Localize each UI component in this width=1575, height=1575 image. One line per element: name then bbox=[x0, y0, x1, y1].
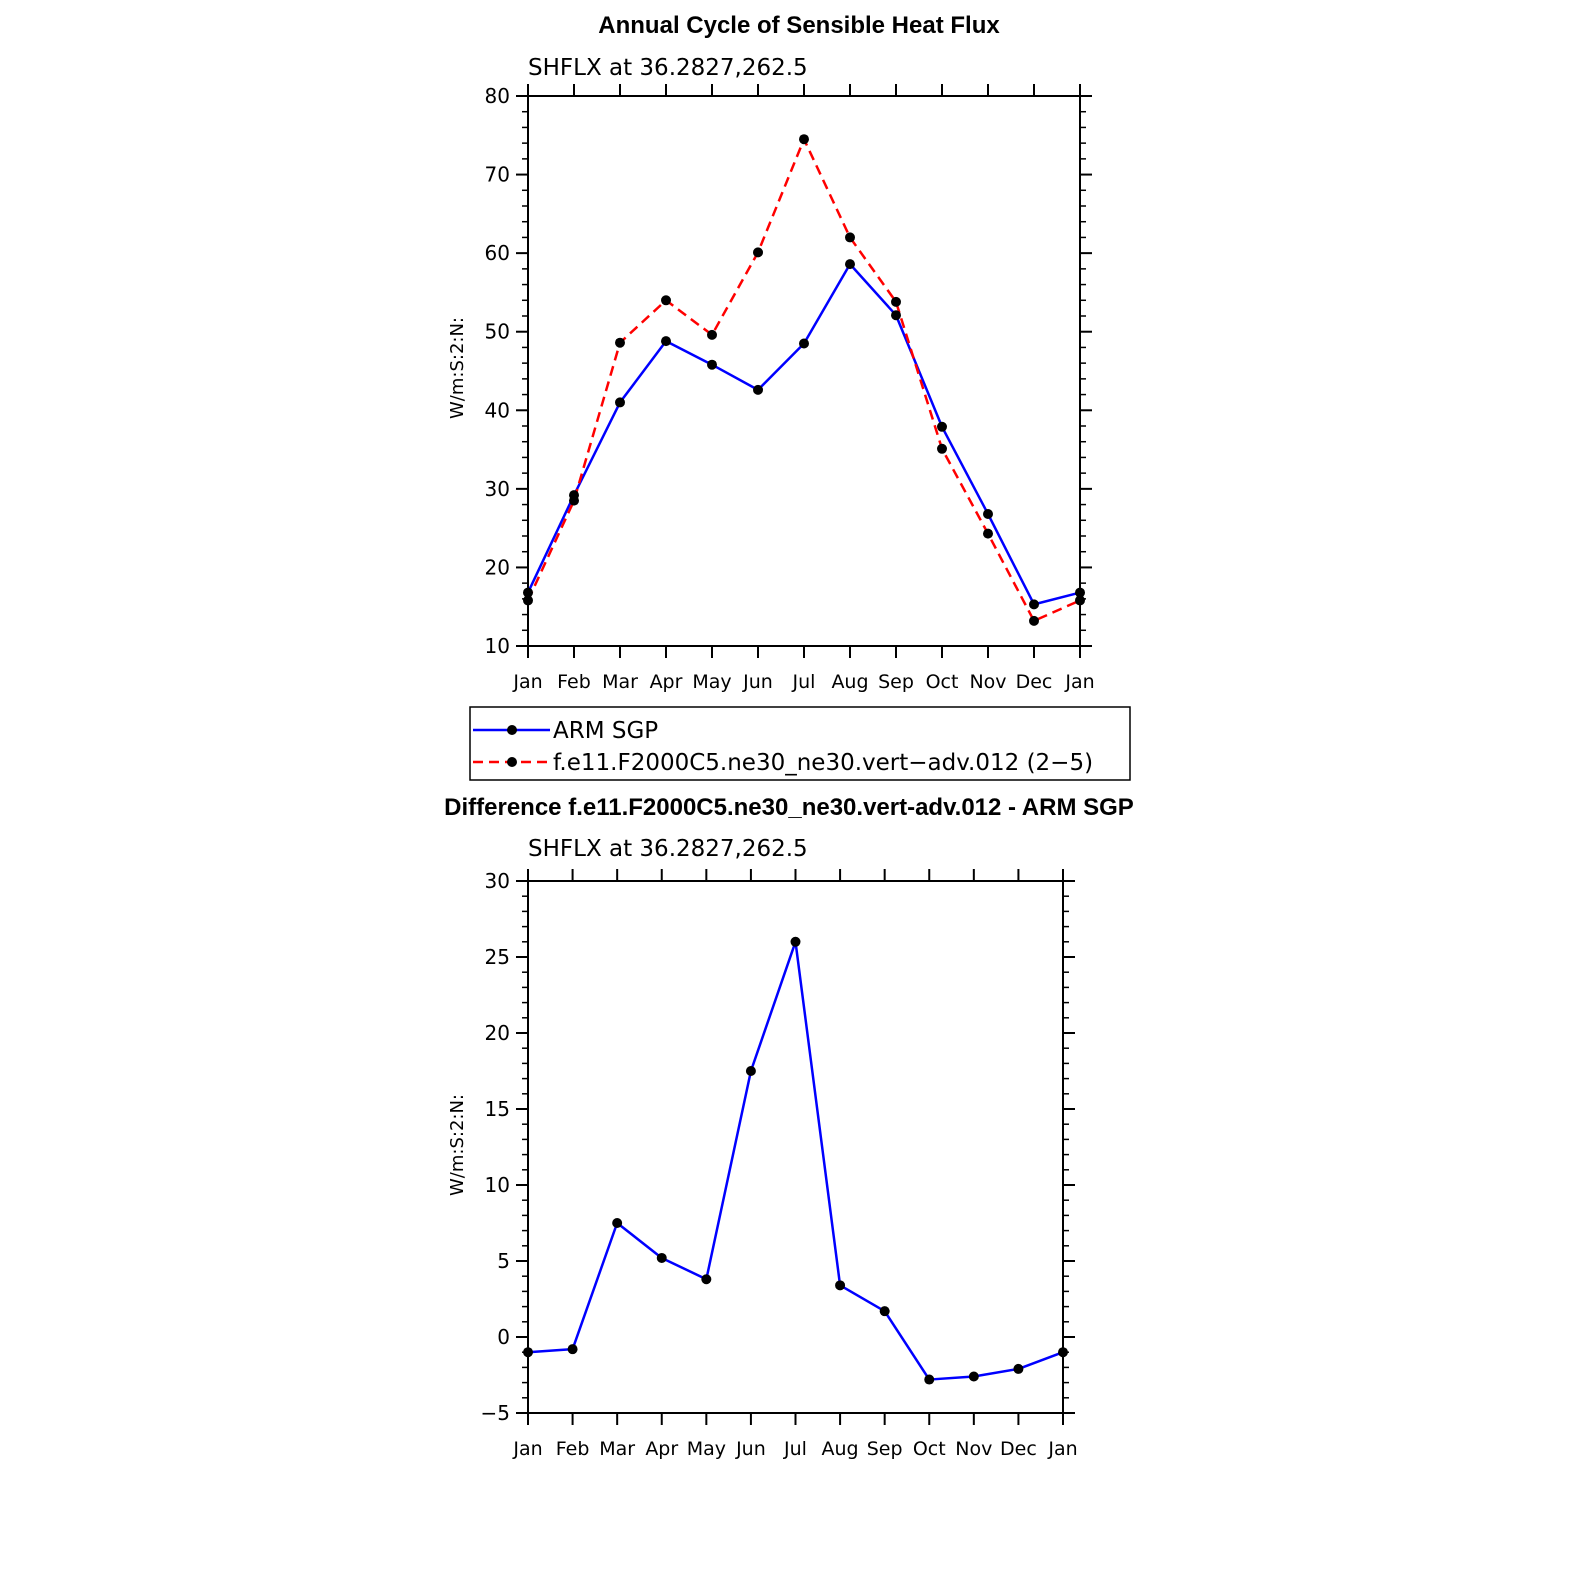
bottom-plot-area bbox=[481, 869, 1078, 1460]
x-tick-label-jun: Jun bbox=[743, 671, 773, 693]
data-point-arm-sgp-9 bbox=[937, 422, 947, 432]
y-tick-label: 5 bbox=[497, 1249, 510, 1273]
x-tick-label-may: May bbox=[686, 1438, 726, 1460]
data-point-difference-3 bbox=[657, 1253, 667, 1263]
data-point-arm-sgp-4 bbox=[707, 360, 717, 370]
series-line-arm-sgp bbox=[528, 264, 1080, 604]
y-tick-label: 60 bbox=[484, 241, 510, 266]
y-tick-label: 70 bbox=[484, 162, 510, 187]
y-tick-label: 30 bbox=[484, 476, 510, 501]
top-plot-area bbox=[485, 84, 1095, 693]
x-tick-label-feb: Feb bbox=[555, 1438, 590, 1460]
data-point-difference-10 bbox=[969, 1372, 979, 1382]
bottom-chart bbox=[444, 794, 1134, 1460]
data-point-f-e11-f2000c-11 bbox=[1029, 616, 1039, 626]
x-tick-label-nov: Nov bbox=[969, 671, 1007, 693]
y-tick-label: 80 bbox=[484, 84, 510, 108]
x-tick-label-feb: Feb bbox=[557, 671, 591, 693]
top-chart-subtitle: SHFLX at 36.2827,262.5 bbox=[528, 55, 808, 81]
data-point-f-e11-f2000c-9 bbox=[937, 444, 947, 454]
x-tick-label-jan: Jan bbox=[1065, 671, 1095, 693]
y-tick-label: 25 bbox=[484, 945, 510, 969]
data-point-f-e11-f2000c-6 bbox=[799, 134, 809, 144]
legend-marker-model bbox=[507, 757, 517, 767]
data-point-f-e11-f2000c-5 bbox=[753, 247, 763, 257]
data-point-f-e11-f2000c-7 bbox=[845, 232, 855, 242]
x-tick-label-aug: Aug bbox=[831, 671, 869, 693]
top-chart-title: Annual Cycle of Sensible Heat Flux bbox=[598, 12, 1000, 39]
x-tick-label-aug: Aug bbox=[821, 1438, 859, 1460]
data-point-arm-sgp-3 bbox=[661, 336, 671, 346]
x-tick-label-may: May bbox=[692, 671, 732, 693]
top-chart bbox=[447, 12, 1130, 780]
y-tick-label: 10 bbox=[484, 1173, 510, 1197]
data-point-f-e11-f2000c-12 bbox=[1075, 595, 1085, 605]
bottom-chart-subtitle: SHFLX at 36.2827,262.5 bbox=[528, 836, 808, 862]
x-tick-label-apr: Apr bbox=[649, 671, 683, 693]
data-point-arm-sgp-7 bbox=[845, 259, 855, 269]
data-point-arm-sgp-5 bbox=[753, 385, 763, 395]
data-point-difference-7 bbox=[835, 1280, 845, 1290]
data-point-arm-sgp-6 bbox=[799, 339, 809, 349]
x-tick-label-jul: Jul bbox=[792, 671, 816, 693]
x-tick-label-oct: Oct bbox=[912, 1438, 946, 1460]
data-point-difference-0 bbox=[523, 1347, 533, 1357]
data-point-difference-8 bbox=[880, 1306, 890, 1316]
series-line-f-e11-f2000c5-ne30-n bbox=[528, 139, 1080, 621]
y-tick-label: 40 bbox=[484, 398, 510, 423]
data-point-f-e11-f2000c-3 bbox=[661, 295, 671, 305]
x-tick-label-jan: Jan bbox=[1048, 1438, 1078, 1460]
data-point-arm-sgp-11 bbox=[1029, 599, 1039, 609]
data-point-difference-5 bbox=[746, 1066, 756, 1076]
y-tick-label: −5 bbox=[480, 1401, 510, 1425]
top-chart-y-axis-label: W/m:S:2:N: bbox=[447, 317, 468, 419]
y-tick-label: 20 bbox=[484, 1021, 510, 1045]
x-tick-label-jan: Jan bbox=[513, 1438, 543, 1460]
legend-marker-arm-sgp bbox=[507, 725, 517, 735]
legend-label-arm-sgp: ARM SGP bbox=[553, 718, 659, 744]
data-point-difference-1 bbox=[568, 1344, 578, 1354]
x-tick-label-oct: Oct bbox=[925, 671, 959, 693]
data-point-difference-6 bbox=[791, 937, 801, 947]
x-tick-label-nov: Nov bbox=[955, 1438, 993, 1460]
data-point-f-e11-f2000c-10 bbox=[983, 529, 993, 539]
x-tick-label-jul: Jul bbox=[784, 1438, 807, 1460]
y-tick-label: 50 bbox=[484, 319, 510, 344]
y-tick-label: 30 bbox=[484, 869, 510, 893]
x-tick-label-dec: Dec bbox=[1015, 671, 1053, 693]
y-tick-label: 0 bbox=[497, 1325, 510, 1349]
data-point-f-e11-f2000c-2 bbox=[615, 338, 625, 348]
y-tick-label: 20 bbox=[484, 555, 510, 580]
legend-entry-model bbox=[473, 750, 1093, 776]
data-point-f-e11-f2000c-0 bbox=[523, 595, 533, 605]
data-point-arm-sgp-10 bbox=[983, 509, 993, 519]
x-tick-label-sep: Sep bbox=[878, 671, 914, 693]
data-point-f-e11-f2000c-1 bbox=[569, 496, 579, 506]
x-tick-label-jun: Jun bbox=[736, 1438, 766, 1460]
x-tick-label-mar: Mar bbox=[599, 1438, 636, 1460]
data-point-arm-sgp-2 bbox=[615, 397, 625, 407]
x-tick-label-apr: Apr bbox=[645, 1438, 679, 1460]
x-tick-label-mar: Mar bbox=[602, 671, 638, 693]
x-tick-label-sep: Sep bbox=[866, 1438, 903, 1460]
data-point-difference-9 bbox=[924, 1375, 934, 1385]
data-point-difference-12 bbox=[1058, 1347, 1068, 1357]
x-tick-label-jan: Jan bbox=[513, 671, 543, 693]
legend-label-model: f.e11.F2000C5.ne30_ne30.vert−adv.012 (2−5) bbox=[553, 750, 1094, 776]
bottom-chart-y-axis-label: W/m:S:2:N: bbox=[447, 1094, 468, 1196]
x-tick-label-dec: Dec bbox=[1000, 1438, 1037, 1460]
legend bbox=[470, 707, 1130, 780]
data-point-difference-11 bbox=[1013, 1364, 1023, 1374]
plot-frame bbox=[528, 881, 1063, 1413]
y-tick-label: 10 bbox=[484, 634, 510, 658]
series-line-difference bbox=[528, 942, 1063, 1380]
y-tick-label: 15 bbox=[484, 1097, 510, 1121]
data-point-f-e11-f2000c-4 bbox=[707, 330, 717, 340]
data-point-f-e11-f2000c-8 bbox=[891, 297, 901, 307]
data-point-arm-sgp-8 bbox=[891, 310, 901, 320]
bottom-chart-title: Difference f.e11.F2000C5.ne30_ne30.vert-adv.012 - ARM SGP bbox=[444, 794, 1134, 821]
data-point-difference-4 bbox=[701, 1274, 711, 1284]
data-point-difference-2 bbox=[612, 1218, 622, 1228]
